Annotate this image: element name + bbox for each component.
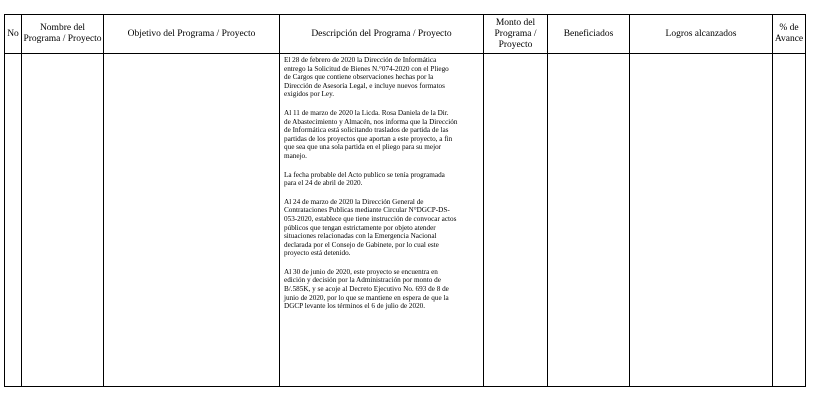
header-descripcion: Descripción del Programa / Proyecto — [280, 15, 484, 54]
cell-nombre — [22, 54, 104, 387]
header-logros: Logros alcanzados — [630, 15, 773, 54]
cell-logros — [630, 54, 773, 387]
description-paragraph: La fecha probable del Acto publico se tenía programada para el 24 de abril de 2020. — [284, 170, 445, 188]
header-avance: % de Avance — [773, 15, 806, 54]
header-nombre: Nombre del Programa / Proyecto — [22, 15, 104, 54]
header-row — [5, 15, 806, 54]
description-paragraph: El 28 de febrero de 2020 la Dirección de Informática entrego la Solicitud de Bienes N.°074-2020 con el Pliego de Cargos que contiene observaciones hechas por la Dirección de Asesoría Legal, e incluye nuevos formatos exigidos por Ley. — [284, 56, 449, 99]
cell-no — [5, 54, 22, 387]
cell-avance — [773, 54, 806, 387]
program-project-table — [4, 14, 806, 387]
header-objetivo: Objetivo del Programa / Proyecto — [104, 15, 280, 54]
table-row — [5, 54, 806, 387]
cell-descripcion — [280, 54, 484, 387]
cell-objetivo — [104, 54, 280, 387]
description-paragraph: Al 24 de marzo de 2020 la Dirección General de Contrataciones Publicas mediante Circular N°DGCP-DS- 053-2020, establece que tiene instrucción de convocar actos públicos que tengan estrictamente por objeto atender situaciones relacionadas con la Emergencia Nacional declarada por el Consejo de Gabinete, por lo cual este proyecto está detenido. — [284, 197, 457, 258]
cell-beneficiados — [548, 54, 630, 387]
header-monto: Monto del Programa / Proyecto — [484, 15, 548, 54]
description-paragraph: Al 30 de junio de 2020, este proyecto se encuentra en edición y decisión por la Administración por monto de B/.585K, y se acoje al Decreto Ejecutivo No. 693 de 8 de junio de 2020, por lo que se mantiene en espera de que la DGCP levante los términos el 6 de julio de 2020. — [284, 267, 449, 311]
report-sheet — [4, 14, 806, 387]
description-paragraph: Al 11 de marzo de 2020 la Licda. Rosa Daniela de la Dir. de Abastecimiento y Almacén, nos informa que la Dirección de Informática está solicitando traslados de partida de las partidas de los proyectos que aportan a este proyecto, a fin que sea que una sola partida en el pliego para su mejor manejo. — [284, 108, 458, 160]
header-no: No — [5, 15, 22, 54]
description-text — [280, 54, 483, 311]
header-beneficiados: Beneficiados — [548, 15, 630, 54]
cell-monto — [484, 54, 548, 387]
